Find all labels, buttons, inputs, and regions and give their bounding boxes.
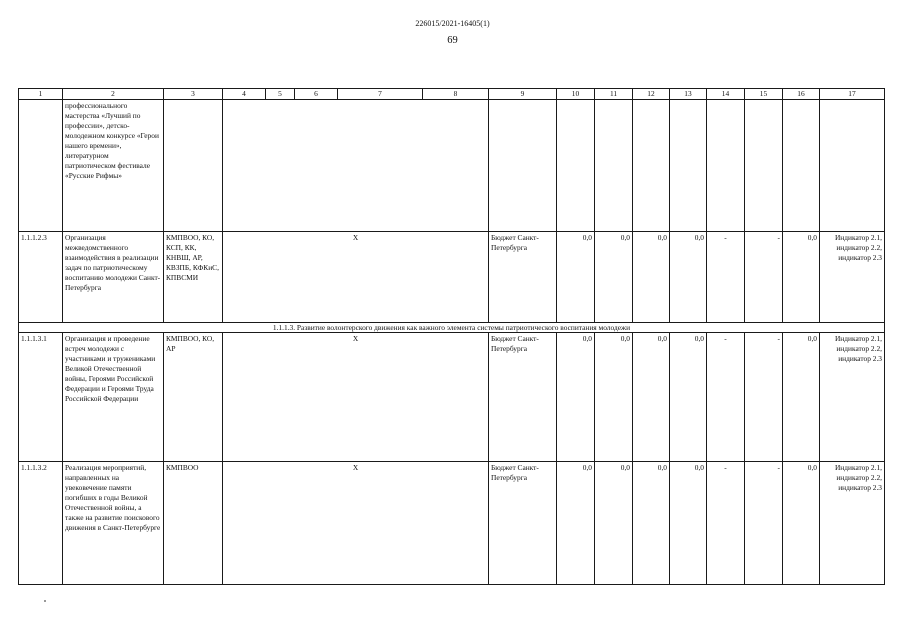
column-header: 9 <box>489 89 557 100</box>
activity-name: Организация и проведение встреч молодежи с участниками и тружениками Великой Отечественной войны, Героями Российской Федерации и Героями Труда Российской Федерации <box>63 333 164 462</box>
funding-source <box>489 100 557 232</box>
column-header: 14 <box>707 89 745 100</box>
column-header: 11 <box>595 89 633 100</box>
value-cell: 0,0 <box>670 232 707 323</box>
value-cell: 0,0 <box>557 333 595 462</box>
plan-table <box>18 88 885 585</box>
section-title: 1.1.1.3. Развитие волонтерского движения как важного элемента системы патриотического воспитания молодежи <box>19 323 885 333</box>
period-cell: Х <box>223 333 489 462</box>
value-cell <box>670 100 707 232</box>
column-header: 13 <box>670 89 707 100</box>
funding-source: Бюджет Санкт-Петербурга <box>489 232 557 323</box>
funding-source: Бюджет Санкт-Петербурга <box>489 333 557 462</box>
value-cell: 0,0 <box>633 232 670 323</box>
indicators: Индикатор 2.1, индикатор 2.2, индикатор 2.3 <box>820 232 885 323</box>
value-cell: 0,0 <box>595 232 633 323</box>
section-row <box>19 323 885 333</box>
column-header: 7 <box>338 89 423 100</box>
row-number: 1.1.1.2.3 <box>19 232 63 323</box>
value-cell <box>783 100 820 232</box>
value-cell: 0,0 <box>670 333 707 462</box>
table-row <box>19 100 885 232</box>
value-cell: - <box>745 232 783 323</box>
value-cell: 0,0 <box>557 462 595 585</box>
value-cell: 0,0 <box>595 333 633 462</box>
page-number: 69 <box>447 35 458 46</box>
funding-source: Бюджет Санкт-Петербурга <box>489 462 557 585</box>
value-cell: - <box>745 462 783 585</box>
value-cell: 0,0 <box>783 232 820 323</box>
column-header: 15 <box>745 89 783 100</box>
row-number: 1.1.1.3.2 <box>19 462 63 585</box>
indicators: Индикатор 2.1, индикатор 2.2, индикатор 2.3 <box>820 333 885 462</box>
column-header: 3 <box>164 89 223 100</box>
value-cell: - <box>707 462 745 585</box>
value-cell: 0,0 <box>783 333 820 462</box>
column-header: 4 <box>223 89 266 100</box>
value-cell <box>633 100 670 232</box>
period-cell: Х <box>223 462 489 585</box>
header-row <box>19 89 885 100</box>
indicators: Индикатор 2.1, индикатор 2.2, индикатор 2.3 <box>820 462 885 585</box>
column-header: 12 <box>633 89 670 100</box>
value-cell: - <box>745 333 783 462</box>
row-number <box>19 100 63 232</box>
executors: КМПВОО <box>164 462 223 585</box>
value-cell: - <box>707 333 745 462</box>
indicators <box>820 100 885 232</box>
value-cell: 0,0 <box>633 462 670 585</box>
column-header: 8 <box>423 89 489 100</box>
scan-artifact <box>44 600 46 602</box>
value-cell <box>595 100 633 232</box>
value-cell: 0,0 <box>670 462 707 585</box>
value-cell <box>557 100 595 232</box>
value-cell: 0,0 <box>557 232 595 323</box>
table-row <box>19 333 885 462</box>
value-cell: 0,0 <box>595 462 633 585</box>
document-id: 226015/2021-16405(1) <box>415 19 490 28</box>
period-cell <box>223 100 489 232</box>
row-number: 1.1.1.3.1 <box>19 333 63 462</box>
column-header: 1 <box>19 89 63 100</box>
column-header: 16 <box>783 89 820 100</box>
activity-name: профессионального мастерства «Лучший по профессии», детско-молодежном конкурсе «Герои нашего времени», литературном патриотическом фестивале «Русские Рифмы» <box>63 100 164 232</box>
executors: КМПВОО, КО, АР <box>164 333 223 462</box>
column-header: 17 <box>820 89 885 100</box>
period-cell: Х <box>223 232 489 323</box>
value-cell <box>707 100 745 232</box>
column-header: 5 <box>266 89 295 100</box>
column-header: 2 <box>63 89 164 100</box>
activity-name: Организация межведомственного взаимодействия в реализации задач по патриотическому воспитанию молодежи Санкт-Петербурга <box>63 232 164 323</box>
table-row <box>19 232 885 323</box>
value-cell: 0,0 <box>633 333 670 462</box>
value-cell: - <box>707 232 745 323</box>
column-header: 10 <box>557 89 595 100</box>
executors: КМПВОО, КО, КСП, КК, КНВШ, АР, КВЗПБ, КФКиС, КПВСМИ <box>164 232 223 323</box>
activity-name: Реализация мероприятий, направленных на увековечение памяти погибших в годы Великой Отечественной войны, а также на развитие поискового движения в Санкт-Петербурге <box>63 462 164 585</box>
table-row <box>19 462 885 585</box>
executors <box>164 100 223 232</box>
value-cell <box>745 100 783 232</box>
value-cell: 0,0 <box>783 462 820 585</box>
column-header: 6 <box>295 89 338 100</box>
